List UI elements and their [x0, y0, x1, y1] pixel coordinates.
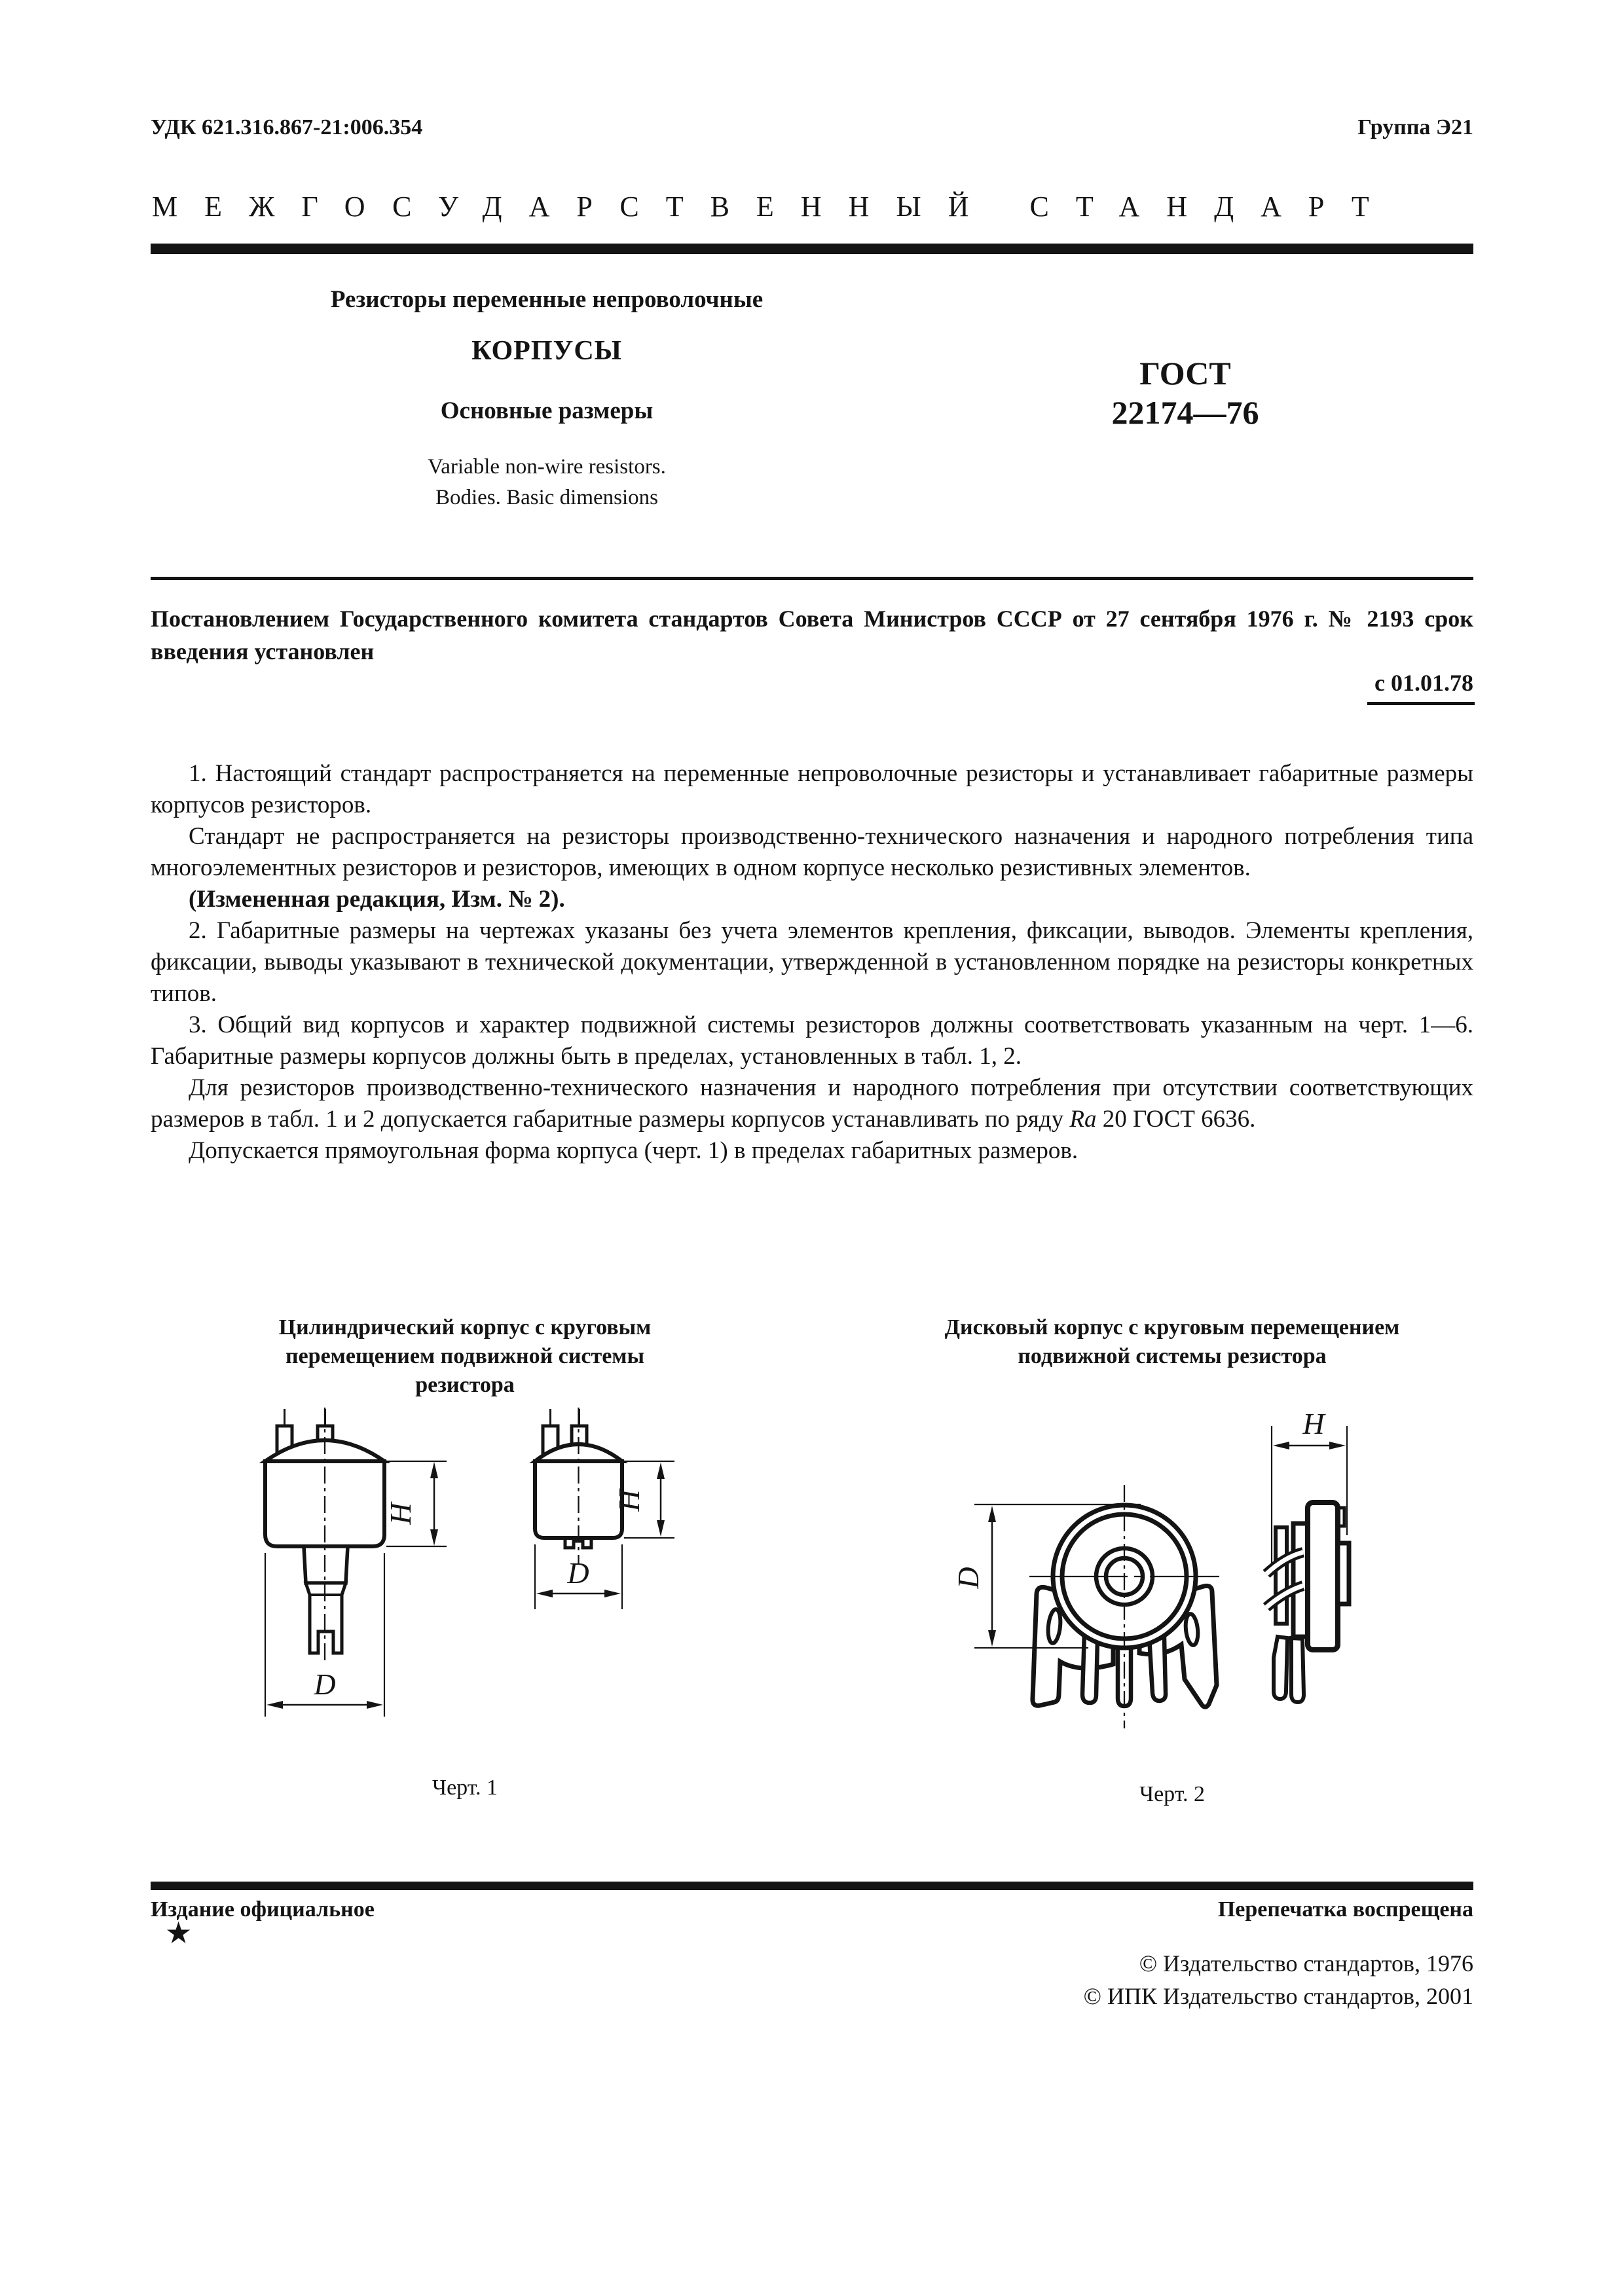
- fig1b-dim-d-label: D: [567, 1556, 589, 1590]
- reprint-prohibited-note: Перепечатка воспрещена: [1217, 1897, 1473, 1922]
- fig2-dim-d-label: D: [951, 1567, 985, 1589]
- ra-series-symbol: Ra: [1069, 1106, 1097, 1133]
- body-paragraph-4: 2. Габаритные размеры на чертежах указаны без учета элементов крепления, фиксации, выводов. Элементы крепления, фиксации, выводы указывают в технической документации, утвержденной в установленном порядке на резисторы конкретных типов.: [151, 917, 1473, 1007]
- gost-label: ГОСТ: [1139, 355, 1231, 392]
- fig2-front-view: [951, 1485, 1219, 1728]
- body-paragraph-7: Допускается прямоугольная форма корпуса (черт. 1) в пределах габаритных размеров.: [189, 1137, 1078, 1164]
- fig1-body-with-tab: [535, 1408, 674, 1609]
- title-main: КОРПУСЫ: [471, 336, 622, 366]
- figure1-caption: Цилиндрический корпус с круговым перемещением подвижной системы резистора: [278, 1315, 652, 1397]
- header-rule: [151, 244, 1473, 254]
- title-subtitle: Основные размеры: [440, 397, 654, 424]
- effective-date: с 01.01.78: [1374, 670, 1473, 696]
- body-text: [151, 758, 1473, 1167]
- body-paragraph-1: 1. Настоящий стандарт распространяется на переменные непроволочные резисторы и устанавливает габаритные размеры корпусов резисторов.: [151, 760, 1473, 818]
- copyright-1976: © Издательство стандартов, 1976: [1139, 1950, 1473, 1977]
- fig1a-dim-h-label: H: [384, 1503, 417, 1525]
- title-english-line2: Bodies. Basic dimensions: [435, 486, 659, 509]
- fig1-body-with-shaft: [265, 1408, 447, 1717]
- figure2-label: Черт. 2: [1139, 1782, 1206, 1806]
- body-paragraph-5: 3. Общий вид корпусов и характер подвижной системы резисторов должны соответствовать указанным на черт. 1—6. Габаритные размеры корпусов должны быть в пределах, установленных в табл. 1, 2.: [151, 1011, 1473, 1070]
- footer-rule: [151, 1882, 1473, 1890]
- body-paragraph-3: (Измененная редакция, Изм. № 2).: [189, 886, 565, 913]
- fig2-dim-h-label: H: [1302, 1407, 1325, 1440]
- effective-date-underline: [1367, 702, 1475, 705]
- standard-type-heading: МЕЖГОСУДАРСТВЕННЫЙ СТАНДАРТ: [152, 191, 1396, 223]
- classification-row: [151, 115, 1473, 140]
- title-english-line1: Variable non-wire resistors.: [428, 455, 666, 479]
- title-divider-rule: [151, 577, 1473, 580]
- title-subject: Резисторы переменные непроволочные: [330, 286, 764, 313]
- body-paragraph-2: Стандарт не распространяется на резисторы производственно-технического назначения и народного потребления типа многоэлементных резисторов и резисторов, имеющих в одном корпусе несколько резистивных элементов.: [151, 823, 1473, 881]
- figure2-disk-body-drawing: [917, 1401, 1460, 1781]
- copyright-2001: © ИПК Издательство стандартов, 2001: [1083, 1983, 1473, 2009]
- official-edition-note: Издание официальное: [151, 1897, 375, 1922]
- group-code: Группа Э21: [1357, 115, 1473, 139]
- gost-number: 22174—76: [1111, 394, 1259, 431]
- fig2-side-view: [1266, 1407, 1349, 1702]
- fig1a-dim-d-label: D: [314, 1667, 336, 1701]
- star-icon: ★: [165, 1916, 193, 1950]
- figure1-label: Черт. 1: [432, 1776, 498, 1800]
- body-paragraph-6: [151, 1072, 1473, 1135]
- decree-paragraph: Постановлением Государственного комитета стандартов Совета Министров СССР от 27 сентября 1976 г. № 2193 срок введения установлен: [151, 606, 1473, 665]
- footer-row: [151, 1897, 1473, 1922]
- fig1b-dim-h-label: H: [612, 1489, 646, 1512]
- gost-designation: [1061, 354, 1310, 432]
- copyright-block: [151, 1947, 1473, 2013]
- figure2-caption: Дисковый корпус с круговым перемещением подвижной системы резистора: [944, 1315, 1400, 1368]
- figure1-cylindrical-body-drawing: [249, 1401, 694, 1728]
- body-paragraph-6-tail: 20 ГОСТ 6636.: [1096, 1106, 1256, 1133]
- udk-code: УДК 621.316.867-21:006.354: [151, 115, 423, 139]
- body-paragraph-6-text: Для резисторов производственно-технического назначения и народного потребления при отсутствии соответствующих размеров в табл. 1 и 2 допускается габаритные размеры корпусов устанавливать по ряду: [151, 1074, 1473, 1133]
